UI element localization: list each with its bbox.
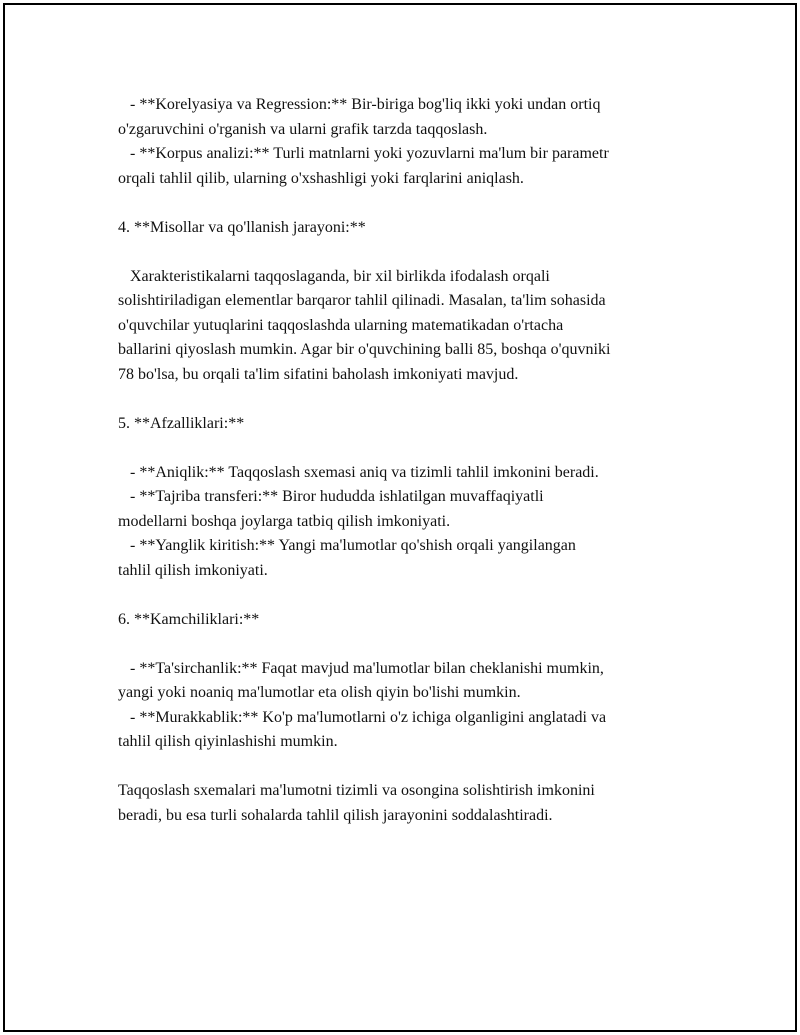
text-line: yangi yoki noaniq ma'lumotlar eta olish qiyin bo'lishi mumkin. [118, 684, 521, 701]
text-line: ballarini qiyoslash mumkin. Agar bir o'quvchining balli 85, boshqa o'quvniki [118, 341, 611, 358]
blank-line [118, 583, 698, 608]
blank-line [118, 387, 698, 412]
text-line: o'quvchilar yutuqlarini taqqoslashda ularning matematikadan o'rtacha [118, 316, 564, 334]
text-line: - **Yanglik kiritish:** Yangi ma'lumotlar qo'shish orqali yangilangan [118, 537, 576, 554]
blank-line [118, 755, 698, 780]
text-line: 78 bo'lsa, bu orqali ta'lim sifatini baholash imkoniyati mavjud. [118, 365, 519, 383]
text-line: tahlil qilish qiyinlashishi mumkin. [118, 733, 338, 750]
text-line: modellarni boshqa joylarga tatbiq qilish imkoniyati. [118, 512, 451, 530]
text-line: o'zgaruvchini o'rganish va ularni grafik tarzda taqqoslash. [118, 120, 488, 138]
text-line: Xarakteristikalarni taqqoslaganda, bir xil birlikda ifodalash orqali [118, 267, 550, 285]
text-line: 6. **Kamchiliklari:** [118, 610, 260, 628]
text-line: - **Korelyasiya va Regression:** Bir-biriga bog'liq ikki yoki undan ortiq [118, 96, 601, 113]
blank-line [118, 191, 698, 216]
text-line: 4. **Misollar va qo'llanish jarayoni:** [118, 218, 366, 236]
text-line: - **Ta'sirchanlik:** Faqat mavjud ma'lumotlar bilan cheklanishi mumkin, [118, 659, 604, 677]
text-line: - **Murakkablik:** Ko'p ma'lumotlarni o'z ichiga olganligini anglatadi va [118, 708, 607, 726]
blank-line [118, 240, 698, 265]
text-line: - **Tajriba transferi:** Biror hududda ishlatilgan muvaffaqiyatli [118, 488, 544, 505]
blank-line [118, 436, 698, 461]
text-line: beradi, bu esa turli sohalarda tahlil qilish jarayonini soddalashtiradi. [118, 806, 553, 824]
text-line: - **Korpus analizi:** Turli matnlarni yoki yozuvlarni ma'lum bir parametr [118, 145, 609, 162]
text-line: Taqqoslash sxemalari ma'lumotni tizimli va osongina solishtirish imkonini [118, 782, 595, 799]
text-line: - **Aniqlik:** Taqqoslash sxemasi aniq va tizimli tahlil imkonini beradi. [118, 463, 599, 481]
blank-line [118, 632, 698, 657]
text-line: tahlil qilish imkoniyati. [118, 561, 268, 579]
text-line: 5. **Afzalliklari:** [118, 414, 245, 432]
text-line: orqali tahlil qilib, ularning o'xshashligi yoki farqlarini aniqlash. [118, 169, 524, 187]
document-body [118, 93, 698, 828]
text-line: solishtiriladigan elementlar barqaror tahlil qilinadi. Masalan, ta'lim sohasida [118, 292, 606, 309]
